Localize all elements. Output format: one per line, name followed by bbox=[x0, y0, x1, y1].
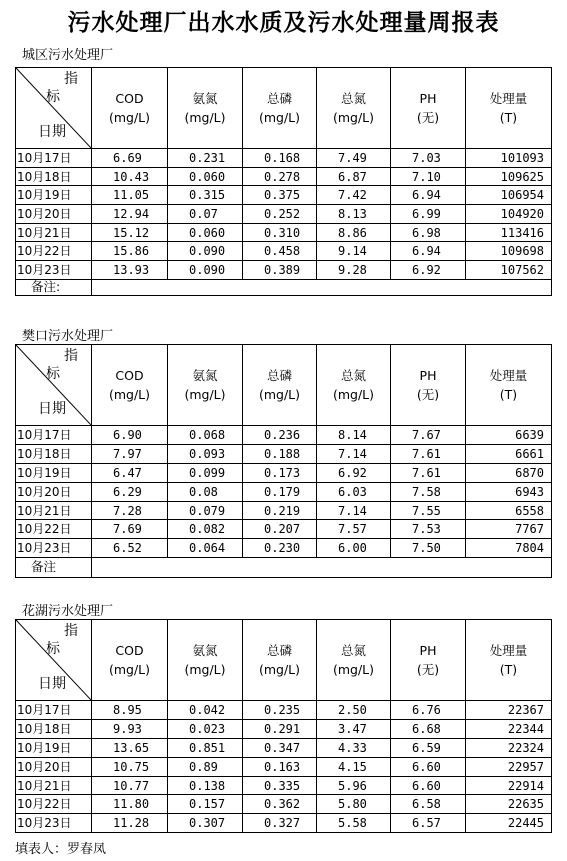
table-row bbox=[16, 463, 552, 482]
corner-label: 指 bbox=[64, 71, 78, 87]
value-cell: 7804 bbox=[466, 539, 552, 558]
column-name: 处理量 bbox=[489, 91, 528, 106]
value-cell: 0.093 bbox=[168, 444, 243, 463]
column-name: 总磷 bbox=[266, 643, 292, 658]
value-cell: 7.10 bbox=[391, 167, 466, 186]
value-cell: 7.57 bbox=[317, 520, 391, 539]
date-cell: 10月17日 bbox=[16, 701, 92, 720]
column-header bbox=[466, 620, 552, 701]
corner-label: 标 bbox=[46, 366, 60, 382]
value-cell: 6639 bbox=[466, 426, 552, 445]
column-header bbox=[391, 345, 466, 426]
value-cell: 109625 bbox=[466, 167, 552, 186]
date-cell: 10月19日 bbox=[16, 738, 92, 757]
value-cell: 22445 bbox=[466, 814, 552, 833]
value-cell: 6.68 bbox=[391, 719, 466, 738]
column-unit: (无) bbox=[416, 662, 440, 677]
date-cell: 10月23日 bbox=[16, 539, 92, 558]
value-cell: 6.98 bbox=[391, 223, 466, 242]
value-cell: 0.389 bbox=[243, 261, 317, 280]
column-name: 总氮 bbox=[340, 368, 366, 383]
column-header bbox=[92, 345, 168, 426]
value-cell: 0.235 bbox=[243, 701, 317, 720]
value-cell: 9.93 bbox=[92, 719, 168, 738]
value-cell: 113416 bbox=[466, 223, 552, 242]
value-cell: 6870 bbox=[466, 463, 552, 482]
value-cell: 6.94 bbox=[391, 242, 466, 261]
value-cell: 7.49 bbox=[317, 149, 391, 168]
corner-label: 日期 bbox=[38, 124, 66, 140]
value-cell: 7.50 bbox=[391, 539, 466, 558]
value-cell: 6.60 bbox=[391, 776, 466, 795]
page-title: 污水处理厂出水水质及污水处理量周报表 bbox=[67, 9, 500, 36]
value-cell: 6.58 bbox=[391, 795, 466, 814]
value-cell: 0.099 bbox=[168, 463, 243, 482]
value-cell: 0.362 bbox=[243, 795, 317, 814]
value-cell: 0.335 bbox=[243, 776, 317, 795]
value-cell: 5.80 bbox=[317, 795, 391, 814]
value-cell: 7.61 bbox=[391, 463, 466, 482]
column-unit: (mg/L) bbox=[332, 387, 375, 402]
value-cell: 22957 bbox=[466, 757, 552, 776]
column-unit: (T) bbox=[499, 110, 518, 125]
table-row bbox=[16, 719, 552, 738]
value-cell: 0.060 bbox=[168, 223, 243, 242]
value-cell: 0.188 bbox=[243, 444, 317, 463]
value-cell: 4.33 bbox=[317, 738, 391, 757]
table-row bbox=[16, 242, 552, 261]
value-cell: 101093 bbox=[466, 149, 552, 168]
date-cell: 10月17日 bbox=[16, 426, 92, 445]
column-unit: (mg/L) bbox=[184, 110, 226, 125]
value-cell: 10.43 bbox=[92, 167, 168, 186]
value-cell: 0.090 bbox=[168, 242, 243, 261]
value-cell: 7.42 bbox=[317, 186, 391, 205]
column-header bbox=[92, 620, 168, 701]
value-cell: 8.14 bbox=[317, 426, 391, 445]
value-cell: 0.327 bbox=[243, 814, 317, 833]
corner-label: 指 bbox=[64, 623, 78, 639]
column-unit: (mg/L) bbox=[184, 387, 226, 402]
column-unit: (无) bbox=[416, 387, 440, 402]
value-cell: 6.47 bbox=[92, 463, 168, 482]
column-unit: (mg/L) bbox=[332, 110, 375, 125]
date-cell: 10月17日 bbox=[16, 149, 92, 168]
date-cell: 10月20日 bbox=[16, 757, 92, 776]
value-cell: 109698 bbox=[466, 242, 552, 261]
column-header bbox=[317, 68, 391, 149]
value-cell: 7.67 bbox=[391, 426, 466, 445]
column-unit: (T) bbox=[499, 662, 518, 677]
value-cell: 0.89 bbox=[168, 757, 243, 776]
value-cell: 0.163 bbox=[243, 757, 317, 776]
value-cell: 8.95 bbox=[92, 701, 168, 720]
value-cell: 3.47 bbox=[317, 719, 391, 738]
value-cell: 0.230 bbox=[243, 539, 317, 558]
value-cell: 6943 bbox=[466, 482, 552, 501]
value-cell: 6.52 bbox=[92, 539, 168, 558]
value-cell: 6.29 bbox=[92, 482, 168, 501]
value-cell: 5.58 bbox=[317, 814, 391, 833]
corner-label: 指 bbox=[64, 348, 78, 364]
column-unit: (mg/L) bbox=[108, 110, 151, 125]
column-header bbox=[391, 620, 466, 701]
column-header bbox=[466, 68, 552, 149]
value-cell: 7767 bbox=[466, 520, 552, 539]
value-cell: 6.59 bbox=[391, 738, 466, 757]
column-header bbox=[243, 620, 317, 701]
value-cell: 0.060 bbox=[168, 167, 243, 186]
value-cell: 0.090 bbox=[168, 261, 243, 280]
value-cell: 6.00 bbox=[317, 539, 391, 558]
value-cell: 0.042 bbox=[168, 701, 243, 720]
value-cell: 11.05 bbox=[92, 186, 168, 205]
value-cell: 7.03 bbox=[391, 149, 466, 168]
table-row bbox=[16, 539, 552, 558]
column-unit: (mg/L) bbox=[108, 662, 151, 677]
date-cell: 10月21日 bbox=[16, 223, 92, 242]
column-name: 处理量 bbox=[489, 643, 528, 658]
table-row bbox=[16, 501, 552, 520]
value-cell: 0.08 bbox=[168, 482, 243, 501]
table-row bbox=[16, 814, 552, 833]
corner-header bbox=[16, 68, 92, 149]
value-cell: 0.157 bbox=[168, 795, 243, 814]
value-cell: 0.068 bbox=[168, 426, 243, 445]
table-row bbox=[16, 186, 552, 205]
table-row bbox=[16, 738, 552, 757]
value-cell: 0.064 bbox=[168, 539, 243, 558]
date-cell: 10月22日 bbox=[16, 795, 92, 814]
value-cell: 6.57 bbox=[391, 814, 466, 833]
date-cell: 10月22日 bbox=[16, 520, 92, 539]
value-cell: 6.60 bbox=[391, 757, 466, 776]
value-cell: 4.15 bbox=[317, 757, 391, 776]
value-cell: 22367 bbox=[466, 701, 552, 720]
corner-header bbox=[16, 345, 92, 426]
value-cell: 9.28 bbox=[317, 261, 391, 280]
value-cell: 7.55 bbox=[391, 501, 466, 520]
value-cell: 0.179 bbox=[243, 482, 317, 501]
column-name: COD bbox=[115, 643, 144, 658]
value-cell: 7.28 bbox=[92, 501, 168, 520]
value-cell: 0.252 bbox=[243, 205, 317, 224]
value-cell: 2.50 bbox=[317, 701, 391, 720]
column-unit: (mg/L) bbox=[258, 110, 301, 125]
column-name: 总氮 bbox=[340, 91, 366, 106]
plant-name: 樊口污水处理厂 bbox=[22, 329, 114, 344]
column-header bbox=[92, 68, 168, 149]
value-cell: 7.69 bbox=[92, 520, 168, 539]
column-name: 总磷 bbox=[266, 368, 292, 383]
column-unit: (无) bbox=[416, 110, 440, 125]
column-unit: (mg/L) bbox=[184, 662, 226, 677]
value-cell: 10.75 bbox=[92, 757, 168, 776]
table-row bbox=[16, 757, 552, 776]
table-row bbox=[16, 167, 552, 186]
table-row bbox=[16, 261, 552, 280]
note-label: 备注 bbox=[16, 558, 92, 578]
column-unit: (mg/L) bbox=[332, 662, 375, 677]
header-row bbox=[16, 68, 552, 149]
value-cell: 15.12 bbox=[92, 223, 168, 242]
value-cell: 0.375 bbox=[243, 186, 317, 205]
date-cell: 10月19日 bbox=[16, 186, 92, 205]
value-cell: 0.310 bbox=[243, 223, 317, 242]
column-name: PH bbox=[419, 368, 437, 383]
value-cell: 6.94 bbox=[391, 186, 466, 205]
value-cell: 6.76 bbox=[391, 701, 466, 720]
column-unit: (mg/L) bbox=[258, 662, 301, 677]
date-cell: 10月23日 bbox=[16, 261, 92, 280]
date-cell: 10月21日 bbox=[16, 776, 92, 795]
value-cell: 7.53 bbox=[391, 520, 466, 539]
column-header bbox=[317, 345, 391, 426]
value-cell: 13.93 bbox=[92, 261, 168, 280]
value-cell: 9.14 bbox=[317, 242, 391, 261]
column-name: 氨氮 bbox=[192, 643, 218, 658]
value-cell: 0.851 bbox=[168, 738, 243, 757]
value-cell: 6558 bbox=[466, 501, 552, 520]
column-name: PH bbox=[419, 91, 437, 106]
column-name: 总氮 bbox=[340, 643, 366, 658]
note-row bbox=[16, 558, 552, 578]
value-cell: 6.92 bbox=[391, 261, 466, 280]
value-cell: 10.77 bbox=[92, 776, 168, 795]
value-cell: 0.082 bbox=[168, 520, 243, 539]
corner-label: 标 bbox=[46, 641, 60, 657]
value-cell: 8.86 bbox=[317, 223, 391, 242]
column-name: 总磷 bbox=[266, 91, 292, 106]
value-cell: 7.61 bbox=[391, 444, 466, 463]
column-header bbox=[466, 345, 552, 426]
value-cell: 0.07 bbox=[168, 205, 243, 224]
table-row bbox=[16, 444, 552, 463]
value-cell: 0.023 bbox=[168, 719, 243, 738]
value-cell: 7.14 bbox=[317, 444, 391, 463]
corner-label: 日期 bbox=[38, 401, 66, 417]
value-cell: 7.97 bbox=[92, 444, 168, 463]
column-header bbox=[243, 345, 317, 426]
value-cell: 5.96 bbox=[317, 776, 391, 795]
column-name: 氨氮 bbox=[192, 368, 218, 383]
table-row bbox=[16, 520, 552, 539]
date-cell: 10月18日 bbox=[16, 444, 92, 463]
value-cell: 22344 bbox=[466, 719, 552, 738]
date-cell: 10月21日 bbox=[16, 501, 92, 520]
value-cell: 6.99 bbox=[391, 205, 466, 224]
value-cell: 6.87 bbox=[317, 167, 391, 186]
header-row bbox=[16, 345, 552, 426]
quality-table bbox=[15, 67, 552, 296]
table-row bbox=[16, 482, 552, 501]
value-cell: 7.58 bbox=[391, 482, 466, 501]
quality-table bbox=[15, 619, 552, 833]
table-row bbox=[16, 205, 552, 224]
date-cell: 10月20日 bbox=[16, 205, 92, 224]
value-cell: 13.65 bbox=[92, 738, 168, 757]
plant-name: 城区污水处理厂 bbox=[22, 48, 114, 63]
value-cell: 11.80 bbox=[92, 795, 168, 814]
date-cell: 10月20日 bbox=[16, 482, 92, 501]
value-cell: 0.138 bbox=[168, 776, 243, 795]
corner-label: 日期 bbox=[38, 676, 66, 692]
value-cell: 15.86 bbox=[92, 242, 168, 261]
table-row bbox=[16, 223, 552, 242]
plant-name: 花湖污水处理厂 bbox=[22, 604, 114, 619]
column-name: 处理量 bbox=[489, 368, 528, 383]
column-name: COD bbox=[115, 368, 144, 383]
corner-label: 标 bbox=[46, 89, 60, 105]
column-unit: (T) bbox=[499, 387, 518, 402]
value-cell: 106954 bbox=[466, 186, 552, 205]
column-name: COD bbox=[115, 91, 144, 106]
value-cell: 6661 bbox=[466, 444, 552, 463]
column-header bbox=[317, 620, 391, 701]
column-name: 氨氮 bbox=[192, 91, 218, 106]
value-cell: 0.219 bbox=[243, 501, 317, 520]
quality-table bbox=[15, 344, 552, 578]
value-cell: 0.079 bbox=[168, 501, 243, 520]
date-cell: 10月19日 bbox=[16, 463, 92, 482]
header-row bbox=[16, 620, 552, 701]
value-cell: 0.307 bbox=[168, 814, 243, 833]
value-cell: 0.458 bbox=[243, 242, 317, 261]
value-cell: 6.92 bbox=[317, 463, 391, 482]
table-row bbox=[16, 795, 552, 814]
column-header bbox=[391, 68, 466, 149]
date-cell: 10月18日 bbox=[16, 167, 92, 186]
table-row bbox=[16, 149, 552, 168]
table-row bbox=[16, 426, 552, 445]
value-cell: 6.03 bbox=[317, 482, 391, 501]
column-header bbox=[243, 68, 317, 149]
value-cell: 22914 bbox=[466, 776, 552, 795]
column-header bbox=[168, 620, 243, 701]
column-unit: (mg/L) bbox=[258, 387, 301, 402]
note-label: 备注: bbox=[16, 279, 92, 295]
column-header bbox=[168, 345, 243, 426]
value-cell: 0.231 bbox=[168, 149, 243, 168]
column-unit: (mg/L) bbox=[108, 387, 151, 402]
value-cell: 6.69 bbox=[92, 149, 168, 168]
column-header bbox=[168, 68, 243, 149]
value-cell: 0.315 bbox=[168, 186, 243, 205]
value-cell: 104920 bbox=[466, 205, 552, 224]
value-cell: 0.347 bbox=[243, 738, 317, 757]
column-name: PH bbox=[419, 643, 437, 658]
value-cell: 22635 bbox=[466, 795, 552, 814]
value-cell: 0.168 bbox=[243, 149, 317, 168]
value-cell: 0.173 bbox=[243, 463, 317, 482]
table-row bbox=[16, 776, 552, 795]
note-row bbox=[16, 279, 552, 295]
corner-header bbox=[16, 620, 92, 701]
date-cell: 10月22日 bbox=[16, 242, 92, 261]
value-cell: 0.207 bbox=[243, 520, 317, 539]
value-cell: 0.291 bbox=[243, 719, 317, 738]
value-cell: 22324 bbox=[466, 738, 552, 757]
value-cell: 0.278 bbox=[243, 167, 317, 186]
value-cell: 8.13 bbox=[317, 205, 391, 224]
value-cell: 11.28 bbox=[92, 814, 168, 833]
date-cell: 10月23日 bbox=[16, 814, 92, 833]
filler-label: 填表人：罗春凤 bbox=[15, 842, 107, 857]
value-cell: 107562 bbox=[466, 261, 552, 280]
value-cell: 7.14 bbox=[317, 501, 391, 520]
value-cell: 0.236 bbox=[243, 426, 317, 445]
value-cell: 12.94 bbox=[92, 205, 168, 224]
date-cell: 10月18日 bbox=[16, 719, 92, 738]
value-cell: 6.90 bbox=[92, 426, 168, 445]
note-cell bbox=[92, 279, 552, 295]
table-row bbox=[16, 701, 552, 720]
note-cell bbox=[92, 558, 552, 578]
